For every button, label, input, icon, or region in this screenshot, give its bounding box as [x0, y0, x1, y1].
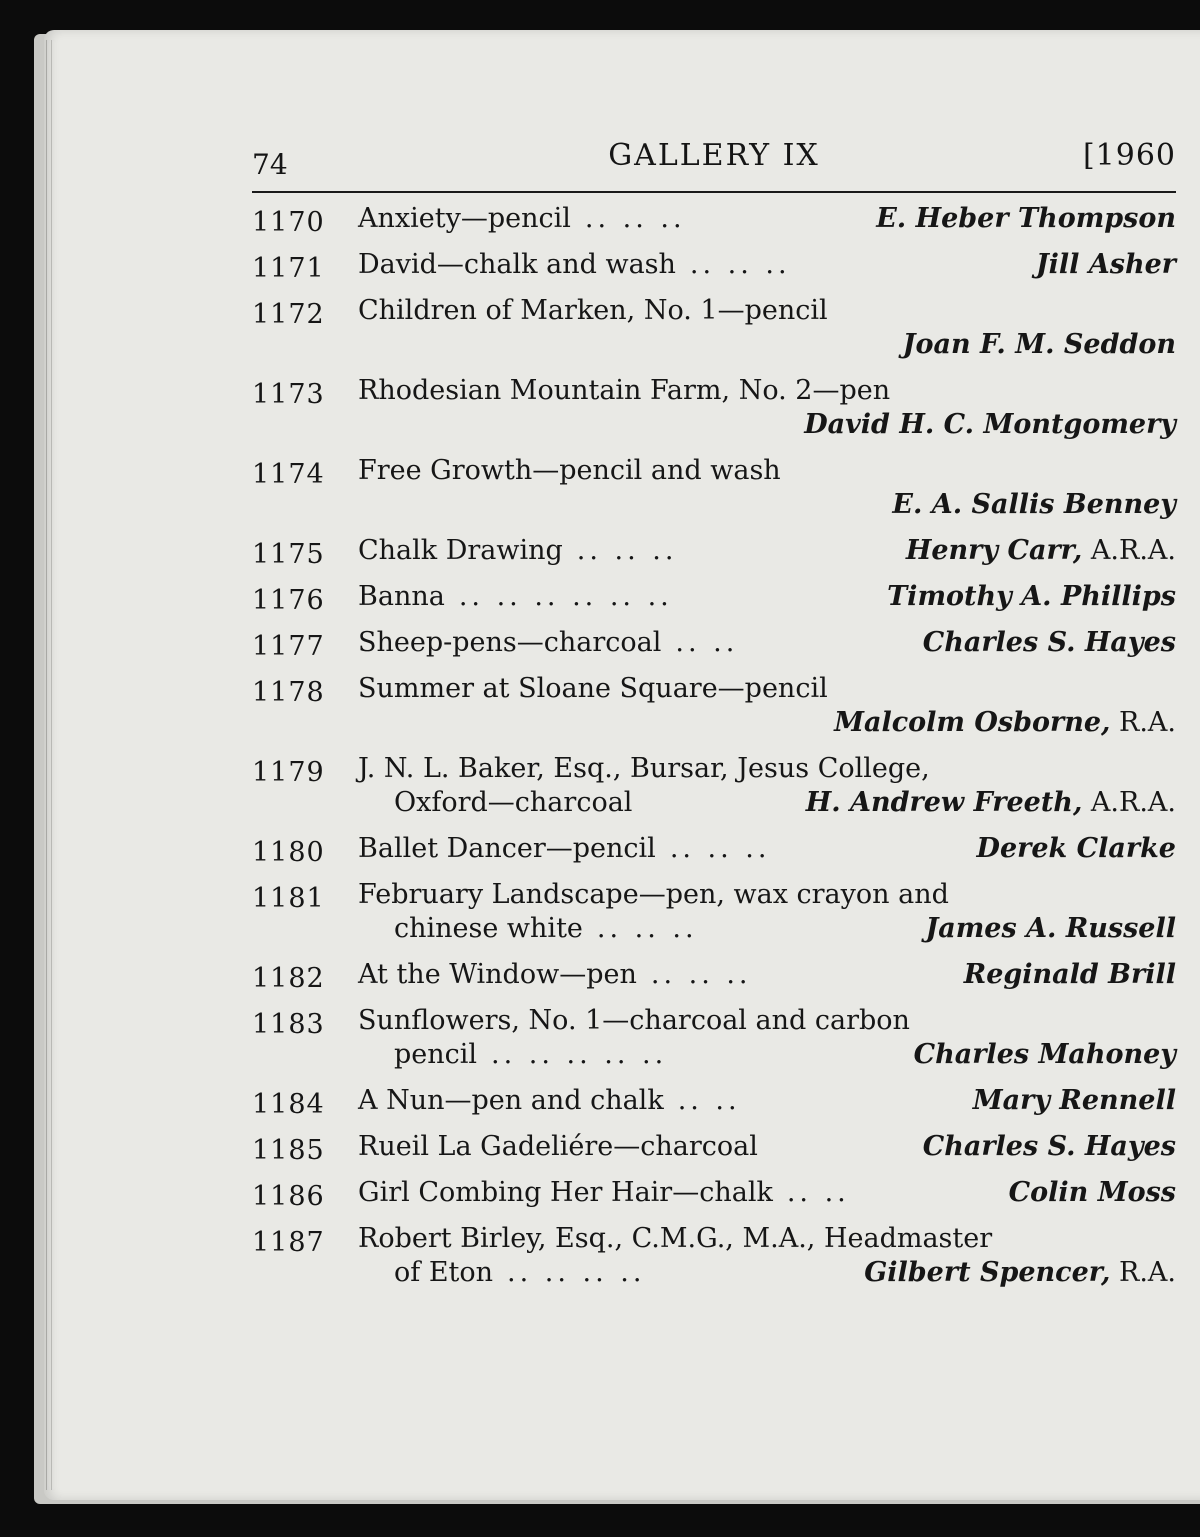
artist-name: Jill Asher	[1035, 249, 1176, 280]
entry-number: 1182	[252, 963, 325, 994]
artist-name: James A. Russell	[925, 913, 1176, 944]
entry-number: 1172	[252, 299, 325, 330]
catalogue-list	[252, 202, 1176, 1302]
leader-dots: .. ..	[786, 1177, 850, 1208]
entry-number: 1174	[252, 459, 325, 490]
artist-name: Timothy A. Phillips	[887, 581, 1176, 612]
entry-title: Free Growth—pencil and wash	[358, 455, 781, 486]
artist-name: Gilbert Spencer, R.A.	[864, 1257, 1176, 1288]
running-title: GALLERY IX	[608, 138, 820, 173]
entry-title: Rueil La Gadeliére—charcoal	[358, 1131, 758, 1162]
leader-dots: .. .. ..	[689, 249, 791, 280]
catalogue-entry	[252, 454, 1176, 522]
catalogue-entry	[252, 534, 1176, 568]
catalogue-entry	[252, 374, 1176, 442]
entry-number: 1175	[252, 539, 325, 570]
entry-number: 1187	[252, 1227, 325, 1258]
artist-name: Malcolm Osborne, R.A.	[834, 707, 1176, 738]
entry-number: 1177	[252, 631, 325, 662]
entry-title: At the Window—pen	[358, 959, 637, 990]
artist-name: Mary Rennell	[972, 1085, 1176, 1116]
entry-number: 1180	[252, 837, 325, 868]
entry-title-continued: Oxford—charcoal	[394, 787, 633, 818]
page-number: 74	[252, 148, 288, 181]
leader-dots: .. .. .. .. .. ..	[458, 581, 673, 612]
entry-title: Sunflowers, No. 1—charcoal and carbon	[358, 1005, 910, 1036]
entry-title: Banna	[358, 581, 445, 612]
entry-title: A Nun—pen and chalk	[358, 1085, 664, 1116]
artist-name: H. Andrew Freeth, A.R.A.	[805, 787, 1176, 818]
entry-title: Sheep-pens—charcoal	[358, 627, 662, 658]
leader-dots: .. .. ..	[584, 203, 686, 234]
header-rule	[252, 191, 1176, 193]
artist-honours: A.R.A.	[1082, 535, 1176, 566]
entry-title: Anxiety—pencil	[358, 203, 571, 234]
artist-name: Henry Carr, A.R.A.	[905, 535, 1176, 566]
entry-title: David—chalk and wash	[358, 249, 676, 280]
catalogue-entry	[252, 672, 1176, 740]
entry-number: 1176	[252, 585, 325, 616]
entry-number: 1171	[252, 253, 325, 284]
entry-title: Summer at Sloane Square—pencil	[358, 673, 828, 704]
artist-name: Colin Moss	[1008, 1177, 1176, 1208]
entry-title: Ballet Dancer—pencil	[358, 833, 656, 864]
leader-dots: .. .. ..	[596, 913, 698, 944]
entry-number: 1179	[252, 757, 325, 788]
catalogue-entry	[252, 248, 1176, 282]
entry-title: Rhodesian Mountain Farm, No. 2—pen	[358, 375, 891, 406]
leader-dots: .. .. ..	[576, 535, 678, 566]
entry-title: Robert Birley, Esq., C.M.G., M.A., Headmaster	[358, 1223, 993, 1254]
entry-title: February Landscape—pen, wax crayon and	[358, 879, 949, 910]
entry-title: Children of Marken, No. 1—pencil	[358, 295, 828, 326]
leader-dots: .. .. ..	[669, 833, 771, 864]
catalogue-entry	[252, 294, 1176, 362]
entry-title-continued: pencil	[394, 1039, 478, 1070]
catalogue-entry	[252, 752, 1176, 820]
entry-number: 1186	[252, 1181, 325, 1212]
catalogue-entry	[252, 1176, 1176, 1210]
catalogue-entry	[252, 1084, 1176, 1118]
artist-name: Joan F. M. Seddon	[902, 329, 1176, 360]
catalogue-entry	[252, 1222, 1176, 1290]
entry-number: 1183	[252, 1009, 325, 1040]
entry-number: 1184	[252, 1089, 325, 1120]
artist-honours: R.A.	[1110, 1257, 1176, 1288]
catalogue-entry	[252, 626, 1176, 660]
artist-name: Derek Clarke	[976, 833, 1176, 864]
page-stack-edge	[46, 40, 52, 1490]
artist-name: Charles S. Hayes	[922, 1131, 1176, 1162]
catalogue-entry	[252, 958, 1176, 992]
entry-title-continued: chinese white	[394, 913, 583, 944]
entry-title: J. N. L. Baker, Esq., Bursar, Jesus College,	[358, 753, 930, 784]
artist-name: E. A. Sallis Benney	[892, 489, 1176, 520]
artist-name: David H. C. Montgomery	[804, 409, 1176, 440]
entry-number: 1170	[252, 207, 325, 238]
entry-number: 1178	[252, 677, 325, 708]
year-marker: [1960	[1082, 138, 1176, 173]
entry-number: 1181	[252, 883, 325, 914]
catalogue-entry	[252, 580, 1176, 614]
entry-title: Girl Combing Her Hair—chalk	[358, 1177, 773, 1208]
catalogue-entry	[252, 202, 1176, 236]
artist-honours: R.A.	[1110, 707, 1176, 738]
leader-dots: .. .. .. ..	[507, 1257, 646, 1288]
leader-dots: .. .. .. .. ..	[491, 1039, 668, 1070]
catalogue-entry	[252, 1130, 1176, 1164]
entry-title: Chalk Drawing	[358, 535, 563, 566]
entry-number: 1173	[252, 379, 325, 410]
artist-name: Charles S. Hayes	[922, 627, 1176, 658]
catalogue-entry	[252, 878, 1176, 946]
artist-name: E. Heber Thompson	[876, 203, 1176, 234]
leader-dots: .. ..	[675, 627, 739, 658]
catalogue-entry	[252, 1004, 1176, 1072]
page-header	[252, 138, 1176, 182]
artist-name: Charles Mahoney	[913, 1039, 1176, 1070]
leader-dots: .. ..	[677, 1085, 741, 1116]
artist-name: Reginald Brill	[963, 959, 1176, 990]
entry-title-continued: of Eton	[394, 1257, 494, 1288]
leader-dots: .. .. ..	[650, 959, 752, 990]
entry-number: 1185	[252, 1135, 325, 1166]
artist-honours: A.R.A.	[1082, 787, 1176, 818]
catalogue-entry	[252, 832, 1176, 866]
